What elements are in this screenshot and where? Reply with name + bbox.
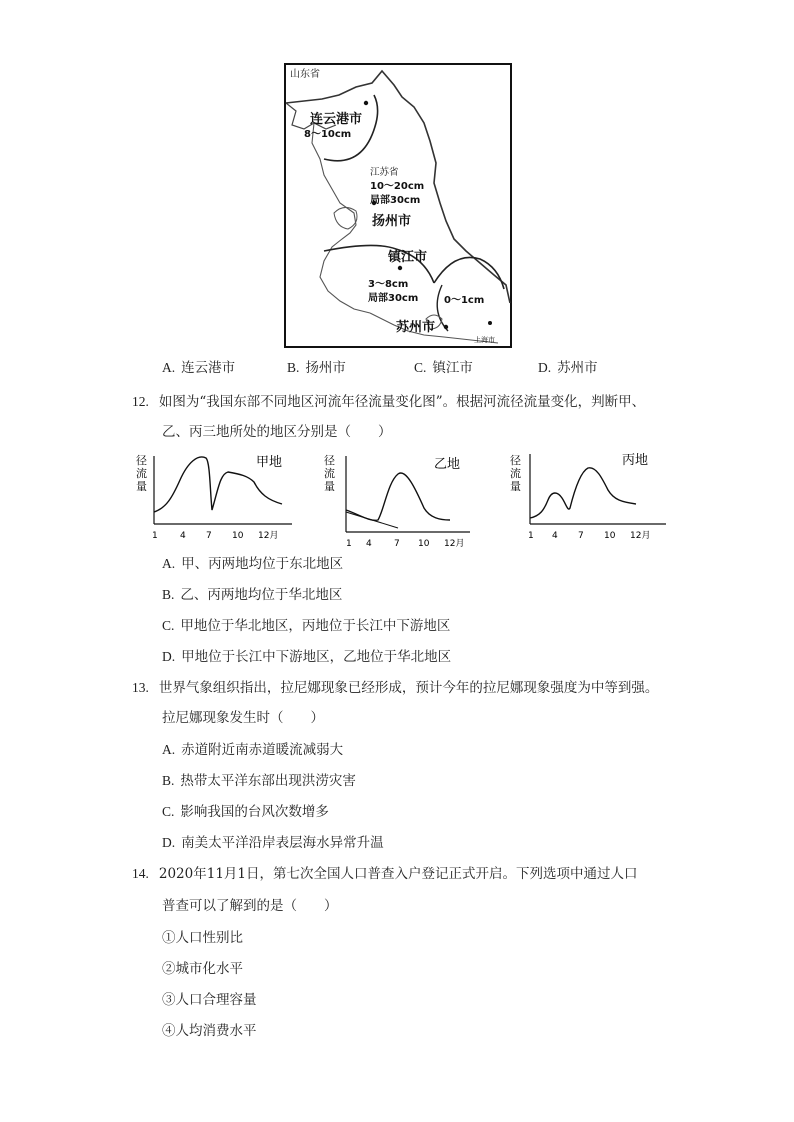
runoff-curve (346, 473, 450, 520)
runoff-chart-yi (320, 450, 490, 550)
q12-option-c (162, 617, 450, 635)
ylabel-char: 流 (324, 467, 335, 480)
ylabel-char: 流 (510, 467, 521, 480)
ylabel-char: 径 (510, 454, 521, 467)
city-dot-lianyungang (364, 101, 368, 105)
chart-title: 甲地 (256, 455, 283, 470)
map-local-south: 局部30cm (368, 293, 419, 304)
map-value-lianyungang: 8～10cm (304, 129, 352, 140)
runoff-chart-jia-svg (132, 450, 302, 550)
option-letter: B. (162, 773, 175, 788)
chart-title: 乙地 (434, 457, 461, 472)
question-number: 13. (132, 680, 149, 695)
option-letter: B. (162, 587, 175, 602)
map-label-suzhou: 苏州市 (396, 320, 436, 335)
ylabel-char: 量 (324, 480, 335, 493)
option-text: 镇江市 (432, 360, 473, 376)
q12-option-b (162, 586, 342, 604)
q14-stem-line2 (162, 897, 338, 915)
question-text: 世界气象组织指出，拉尼娜现象已经形成，预计今年的拉尼娜现象强度为中等到强。 (158, 680, 659, 696)
option-text: 甲、丙两地均位于东北地区 (181, 556, 344, 572)
x-tick: 12月 (258, 531, 279, 541)
runoff-chart-jia (132, 450, 302, 550)
option-letter: D. (162, 835, 176, 850)
x-tick: 4 (552, 531, 558, 541)
option-text: 乙、丙两地均位于华北地区 (180, 587, 343, 603)
map-label-zhenjiang: 镇江市 (388, 250, 428, 265)
option-letter: A. (162, 742, 176, 757)
x-tick: 12月 (444, 539, 465, 549)
q11-option-b (287, 359, 346, 377)
jiangsu-map-figure (284, 63, 512, 348)
q14-stem-line1 (132, 865, 638, 883)
question-number: 12. (132, 394, 149, 409)
map-local-jiangsu: 局部30cm (370, 195, 421, 206)
option-text: 扬州市 (305, 360, 346, 376)
question-text: 2020年11月1日，第七次全国人口普查入户登记正式开启。下列选项中通过人口 (158, 866, 638, 882)
city-dot-zhenjiang (398, 266, 402, 270)
q13-option-c (162, 803, 329, 821)
q13-stem-line1 (132, 679, 658, 697)
question-number: 14. (132, 866, 149, 881)
q13-option-a (162, 741, 343, 759)
option-letter: C. (162, 618, 175, 633)
map-label-lianyungang: 连云港市 (310, 112, 363, 127)
x-tick: 7 (578, 531, 584, 541)
ylabel-char: 径 (324, 454, 335, 467)
q13-option-b (162, 772, 356, 790)
option-text: 苏州市 (557, 360, 598, 376)
ylabel-char: 流 (136, 467, 147, 480)
q14-item-3: ③人口合理容量 (162, 992, 257, 1008)
q14-item-2: ②城市化水平 (162, 961, 243, 977)
q11-option-a (162, 359, 235, 377)
x-tick: 1 (346, 539, 352, 549)
option-letter: A. (162, 360, 176, 375)
question-text: 乙、丙三地所处的地区分别是（ ） (162, 424, 392, 440)
jiangsu-map-svg (284, 63, 512, 348)
q14-item-4: ④人均消费水平 (162, 1023, 257, 1039)
runoff-chart-yi-svg (320, 450, 490, 550)
option-letter: B. (287, 360, 300, 375)
q14-item-1: ①人口性别比 (162, 930, 243, 946)
city-dot-shanghai (488, 321, 492, 325)
map-label-shandong: 山东省 (290, 69, 320, 80)
option-text: 甲地位于华北地区，丙地位于长江中下游地区 (180, 618, 451, 634)
q12-stem-line1 (132, 393, 645, 411)
q13-stem-line2 (162, 709, 324, 727)
option-letter: C. (162, 804, 175, 819)
option-text: 热带太平洋东部出现洪涝灾害 (180, 773, 356, 789)
x-tick: 12月 (630, 531, 651, 541)
x-tick: 10 (418, 539, 430, 549)
map-label-jiangsu: 江苏省 (370, 167, 399, 178)
runoff-curve (530, 468, 636, 518)
question-text: 拉尼娜现象发生时（ ） (162, 710, 324, 726)
option-letter: D. (162, 649, 176, 664)
question-text: 普查可以了解到的是（ ） (162, 898, 338, 914)
x-tick: 7 (394, 539, 400, 549)
option-text: 赤道附近南赤道暖流减弱大 (181, 742, 344, 758)
x-tick: 4 (180, 531, 186, 541)
chart-title: 丙地 (622, 453, 649, 468)
q11-option-c (414, 359, 473, 377)
x-tick: 1 (528, 531, 534, 541)
question-text: 如图为“我国东部不同地区河流年径流量变化图”。根据河流径流量变化，判断甲、 (158, 394, 646, 410)
option-letter: A. (162, 556, 176, 571)
q12-stem-line2 (162, 423, 392, 441)
q13-option-d (162, 834, 384, 852)
x-tick: 7 (206, 531, 212, 541)
q12-option-a (162, 555, 343, 573)
map-label-shanghai: 上海市 (474, 336, 495, 344)
map-value-jiangsu: 10～20cm (370, 181, 425, 192)
map-label-yangzhou: 扬州市 (372, 214, 412, 229)
option-text: 影响我国的台风次数增多 (180, 804, 329, 820)
map-value-south: 3～8cm (368, 279, 409, 290)
ylabel-char: 量 (510, 480, 521, 493)
x-tick: 10 (232, 531, 244, 541)
map-value-east: 0～1cm (444, 295, 485, 306)
x-tick: 10 (604, 531, 616, 541)
x-tick: 1 (152, 531, 158, 541)
runoff-chart-bing-svg (506, 448, 676, 548)
city-dot-suzhou (444, 325, 448, 329)
x-tick: 4 (366, 539, 372, 549)
option-text: 甲地位于长江中下游地区，乙地位于华北地区 (181, 649, 452, 665)
runoff-chart-bing (506, 448, 676, 548)
q11-option-d (538, 359, 598, 377)
q12-option-d (162, 648, 451, 666)
option-letter: D. (538, 360, 552, 375)
ylabel-char: 径 (136, 454, 147, 467)
option-text: 连云港市 (181, 360, 236, 376)
ylabel-char: 量 (136, 480, 147, 493)
option-text: 南美太平洋沿岸表层海水异常升温 (181, 835, 384, 851)
option-letter: C. (414, 360, 427, 375)
